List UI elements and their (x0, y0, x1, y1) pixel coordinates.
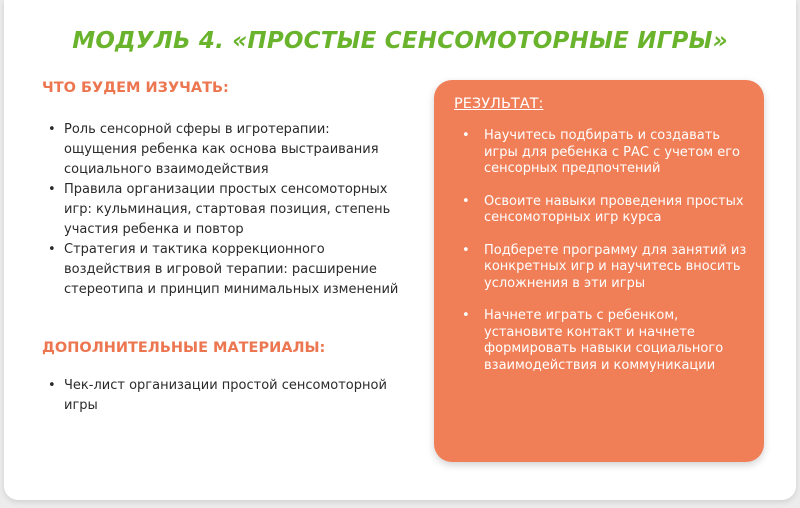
module-card (4, 0, 796, 500)
result-list (460, 128, 750, 390)
extra-materials-list (44, 376, 404, 416)
list-item: • Начнете играть с ребенком, установите контакт и начнете формировать навыки социального взаимодействия и коммуникации (460, 308, 750, 374)
list-item: • Научитесь подбирать и создавать игры для ребенка с РАС с учетом его сенсорных предпочтений (460, 128, 750, 178)
study-list (44, 120, 404, 300)
page-title: МОДУЛЬ 4. «ПРОСТЫЕ СЕНСОМОТОРНЫЕ ИГРЫ» (72, 28, 728, 54)
extra-materials-heading: ДОПОЛНИТЕЛЬНЫЕ МАТЕРИАЛЫ: (42, 340, 326, 356)
list-item: • Подберете программу для занятий из конкретных игр и научитесь вносить усложнения в эти игры (460, 243, 750, 293)
list-item: • Освоите навыки проведения простых сенсомоторных игр курса (460, 194, 750, 227)
list-item: • Роль сенсорной сферы в игротерапии: ощущения ребенка как основа выстраивания социального взаимодействия (44, 120, 404, 180)
study-heading: ЧТО БУДЕМ ИЗУЧАТЬ: (42, 80, 229, 96)
list-item: • Чек-лист организации простой сенсомоторной игры (44, 376, 404, 416)
list-item: • Стратегия и тактика коррекционного воздействия в игровой терапии: расширение стереотипа и принцип минимальных изменений (44, 240, 404, 300)
result-panel (434, 80, 764, 462)
list-item: • Правила организации простых сенсомоторных игр: кульминация, стартовая позиция, степень участия ребенка и повтор (44, 180, 404, 240)
result-heading: РЕЗУЛЬТАТ: (454, 96, 544, 112)
